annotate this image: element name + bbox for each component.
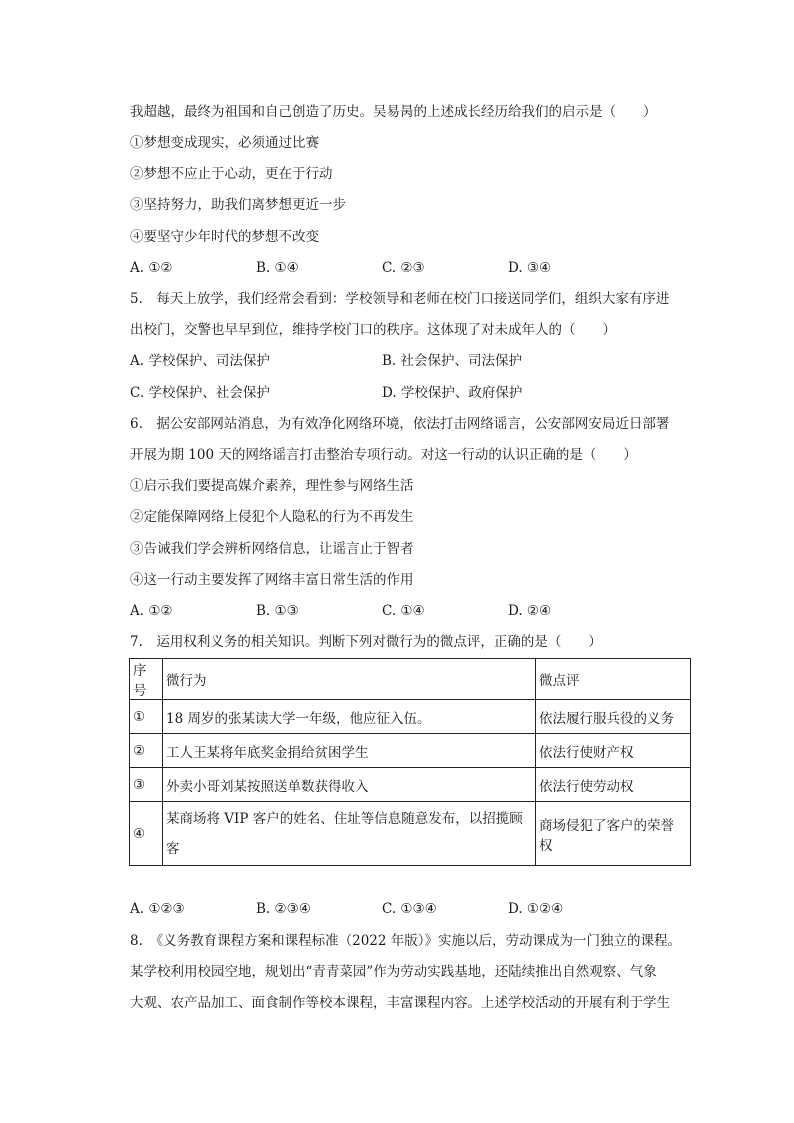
q4-stem-tail: 我超越，最终为祖国和自己创造了历史。吴易昺的上述成长经历给我们的启示是（ ）	[130, 104, 657, 120]
q7-option-d[interactable]: D. ①②④	[508, 901, 564, 917]
row-index: ①	[130, 700, 163, 734]
q6-option-a[interactable]: A. ①②	[130, 603, 173, 619]
row-behavior: 外卖小哥刘某按照送单数获得收入	[163, 768, 536, 802]
row-behavior: 18 周岁的张某读大学一年级，他应征入伍。	[163, 700, 536, 734]
q6-option-c[interactable]: C. ①④	[382, 603, 425, 619]
q5-stem-line2: 出校门，交警也早早到位，维持学校门口的秩序。这体现了对未成年人的（ ）	[130, 322, 616, 338]
table-row	[130, 768, 691, 802]
q5-option-b[interactable]: B. 社会保护、司法保护	[382, 353, 523, 369]
q4-item-4: ④要坚守少年时代的梦想不改变	[130, 229, 319, 245]
header-behavior: 微行为	[163, 659, 536, 700]
row-index: ③	[130, 768, 163, 802]
q7-option-b[interactable]: B. ②③④	[256, 901, 311, 917]
q4-option-d[interactable]: D. ③④	[508, 260, 552, 276]
header-comment: 微点评	[536, 659, 691, 700]
q4-option-b[interactable]: B. ①④	[256, 260, 299, 276]
q7-stem: 7. 运用权利义务的相关知识。判断下列对微行为的微点评，正确的是（ ）	[130, 634, 602, 650]
table-header-row	[130, 659, 691, 700]
q5-option-a[interactable]: A. 学校保护、司法保护	[130, 353, 270, 369]
table-row	[130, 802, 691, 866]
q8-stem-line3: 大观、农产品加工、面食制作等校本课程，丰富课程内容。上述学校活动的开展有利于学生	[130, 995, 670, 1011]
q6-option-d[interactable]: D. ②④	[508, 603, 552, 619]
q5-option-c[interactable]: C. 学校保护、社会保护	[130, 385, 270, 401]
q8-stem-line1: 8. 《义务教育课程方案和课程标准（2022 年版）》实施以后，劳动课成为一门独立的课程。	[130, 933, 682, 949]
q7-option-c[interactable]: C. ①③④	[382, 901, 437, 917]
row-index: ④	[130, 802, 163, 866]
q8-stem-line2: 某学校利用校园空地，规划出“青青菜园”作为劳动实践基地，还陆续推出自然观察、气象	[130, 964, 657, 980]
q4-item-1: ①梦想变成现实，必须通过比赛	[130, 135, 319, 151]
q6-stem-line2: 开展为期 100 天的网络谣言打击整治专项行动。对这一行动的认识正确的是（ ）	[130, 447, 637, 463]
row-index: ②	[130, 734, 163, 768]
row-behavior: 某商场将 VIP 客户的姓名、住址等信息随意发布，以招揽顾客	[163, 802, 536, 866]
row-comment: 商场侵犯了客户的荣誉权	[536, 802, 691, 866]
q5-option-d[interactable]: D. 学校保护、政府保护	[382, 385, 523, 401]
row-comment: 依法行使劳动权	[536, 768, 691, 802]
row-behavior: 工人王某将年底奖金捐给贫困学生	[163, 734, 536, 768]
q6-item-1: ①启示我们要提高媒介素养，理性参与网络生活	[130, 478, 414, 494]
q5-stem-line1: 5. 每天上放学，我们经常会看到：学校领导和老师在校门口接送同学们，组织大家有序进	[130, 291, 670, 307]
table-row	[130, 700, 691, 734]
q7-option-a[interactable]: A. ①②③	[130, 901, 185, 917]
q6-item-2: ②定能保障网络上侵犯个人隐私的行为不再发生	[130, 509, 414, 525]
q4-item-2: ②梦想不应止于心动，更在于行动	[130, 166, 333, 182]
q6-item-3: ③告诫我们学会辨析网络信息，让谣言止于智者	[130, 541, 414, 557]
q6-stem-line1: 6. 据公安部网站消息，为有效净化网络环境，依法打击网络谣言，公安部网安局近日部署	[130, 416, 670, 432]
row-comment: 依法行使财产权	[536, 734, 691, 768]
q7-table	[129, 658, 691, 866]
q6-option-b[interactable]: B. ①③	[256, 603, 299, 619]
header-index: 序号	[130, 659, 163, 700]
q4-item-3: ③坚持努力，助我们离梦想更近一步	[130, 197, 346, 213]
q4-option-a[interactable]: A. ①②	[130, 260, 173, 276]
q6-item-4: ④这一行动主要发挥了网络丰富日常生活的作用	[130, 572, 414, 588]
row-comment: 依法履行服兵役的义务	[536, 700, 691, 734]
q4-option-c[interactable]: C. ②③	[382, 260, 425, 276]
table-row	[130, 734, 691, 768]
